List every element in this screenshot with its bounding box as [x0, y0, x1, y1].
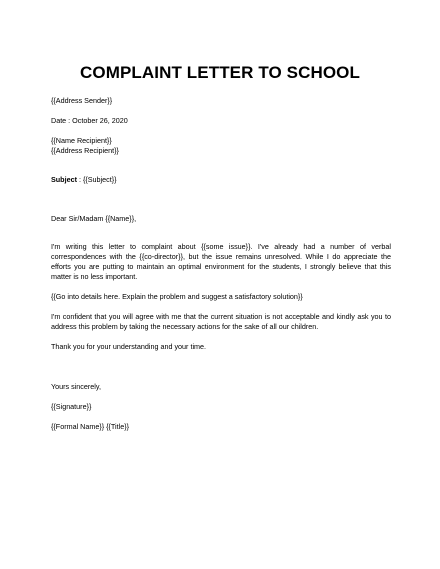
address-sender: {{Address Sender}}: [51, 96, 113, 105]
document-title: COMPLAINT LETTER TO SCHOOL: [80, 63, 360, 82]
subject-label: Subject: [51, 175, 77, 184]
signature: {{Signature}}: [51, 402, 92, 411]
paragraph-confidence: I'm confident that you will agree with me that the current situation is not acceptable and kindly ask you to address this problem by taking the necessary actions for the sake of all our children.: [51, 312, 391, 331]
salutation: Dear Sir/Madam {{Name}},: [51, 214, 137, 223]
address-recipient: {{Address Recipient}}: [51, 146, 119, 155]
paragraph-intro: I'm writing this letter to complaint about {{some issue}}. I've already had a number of verbal correspondences with the {{co-director}}, but the issue remains unresolved. While I do appreciate the efforts you are putting to maintain an optimal environment for the students, I strongly believe that this matter is no less important.: [51, 242, 391, 281]
name-recipient: {{Name Recipient}}: [51, 136, 112, 145]
formal-name-title: {{Formal Name}} {{Title}}: [51, 422, 130, 431]
closing: Yours sincerely,: [51, 382, 101, 391]
paragraph-details: {{Go into details here. Explain the problem and suggest a satisfactory solution}}: [51, 292, 303, 301]
letter-date: Date : October 26, 2020: [51, 116, 128, 125]
paragraph-thanks: Thank you for your understanding and your time.: [51, 342, 207, 351]
subject-value: : {{Subject}}: [76, 175, 117, 184]
subject-line: [51, 175, 391, 185]
